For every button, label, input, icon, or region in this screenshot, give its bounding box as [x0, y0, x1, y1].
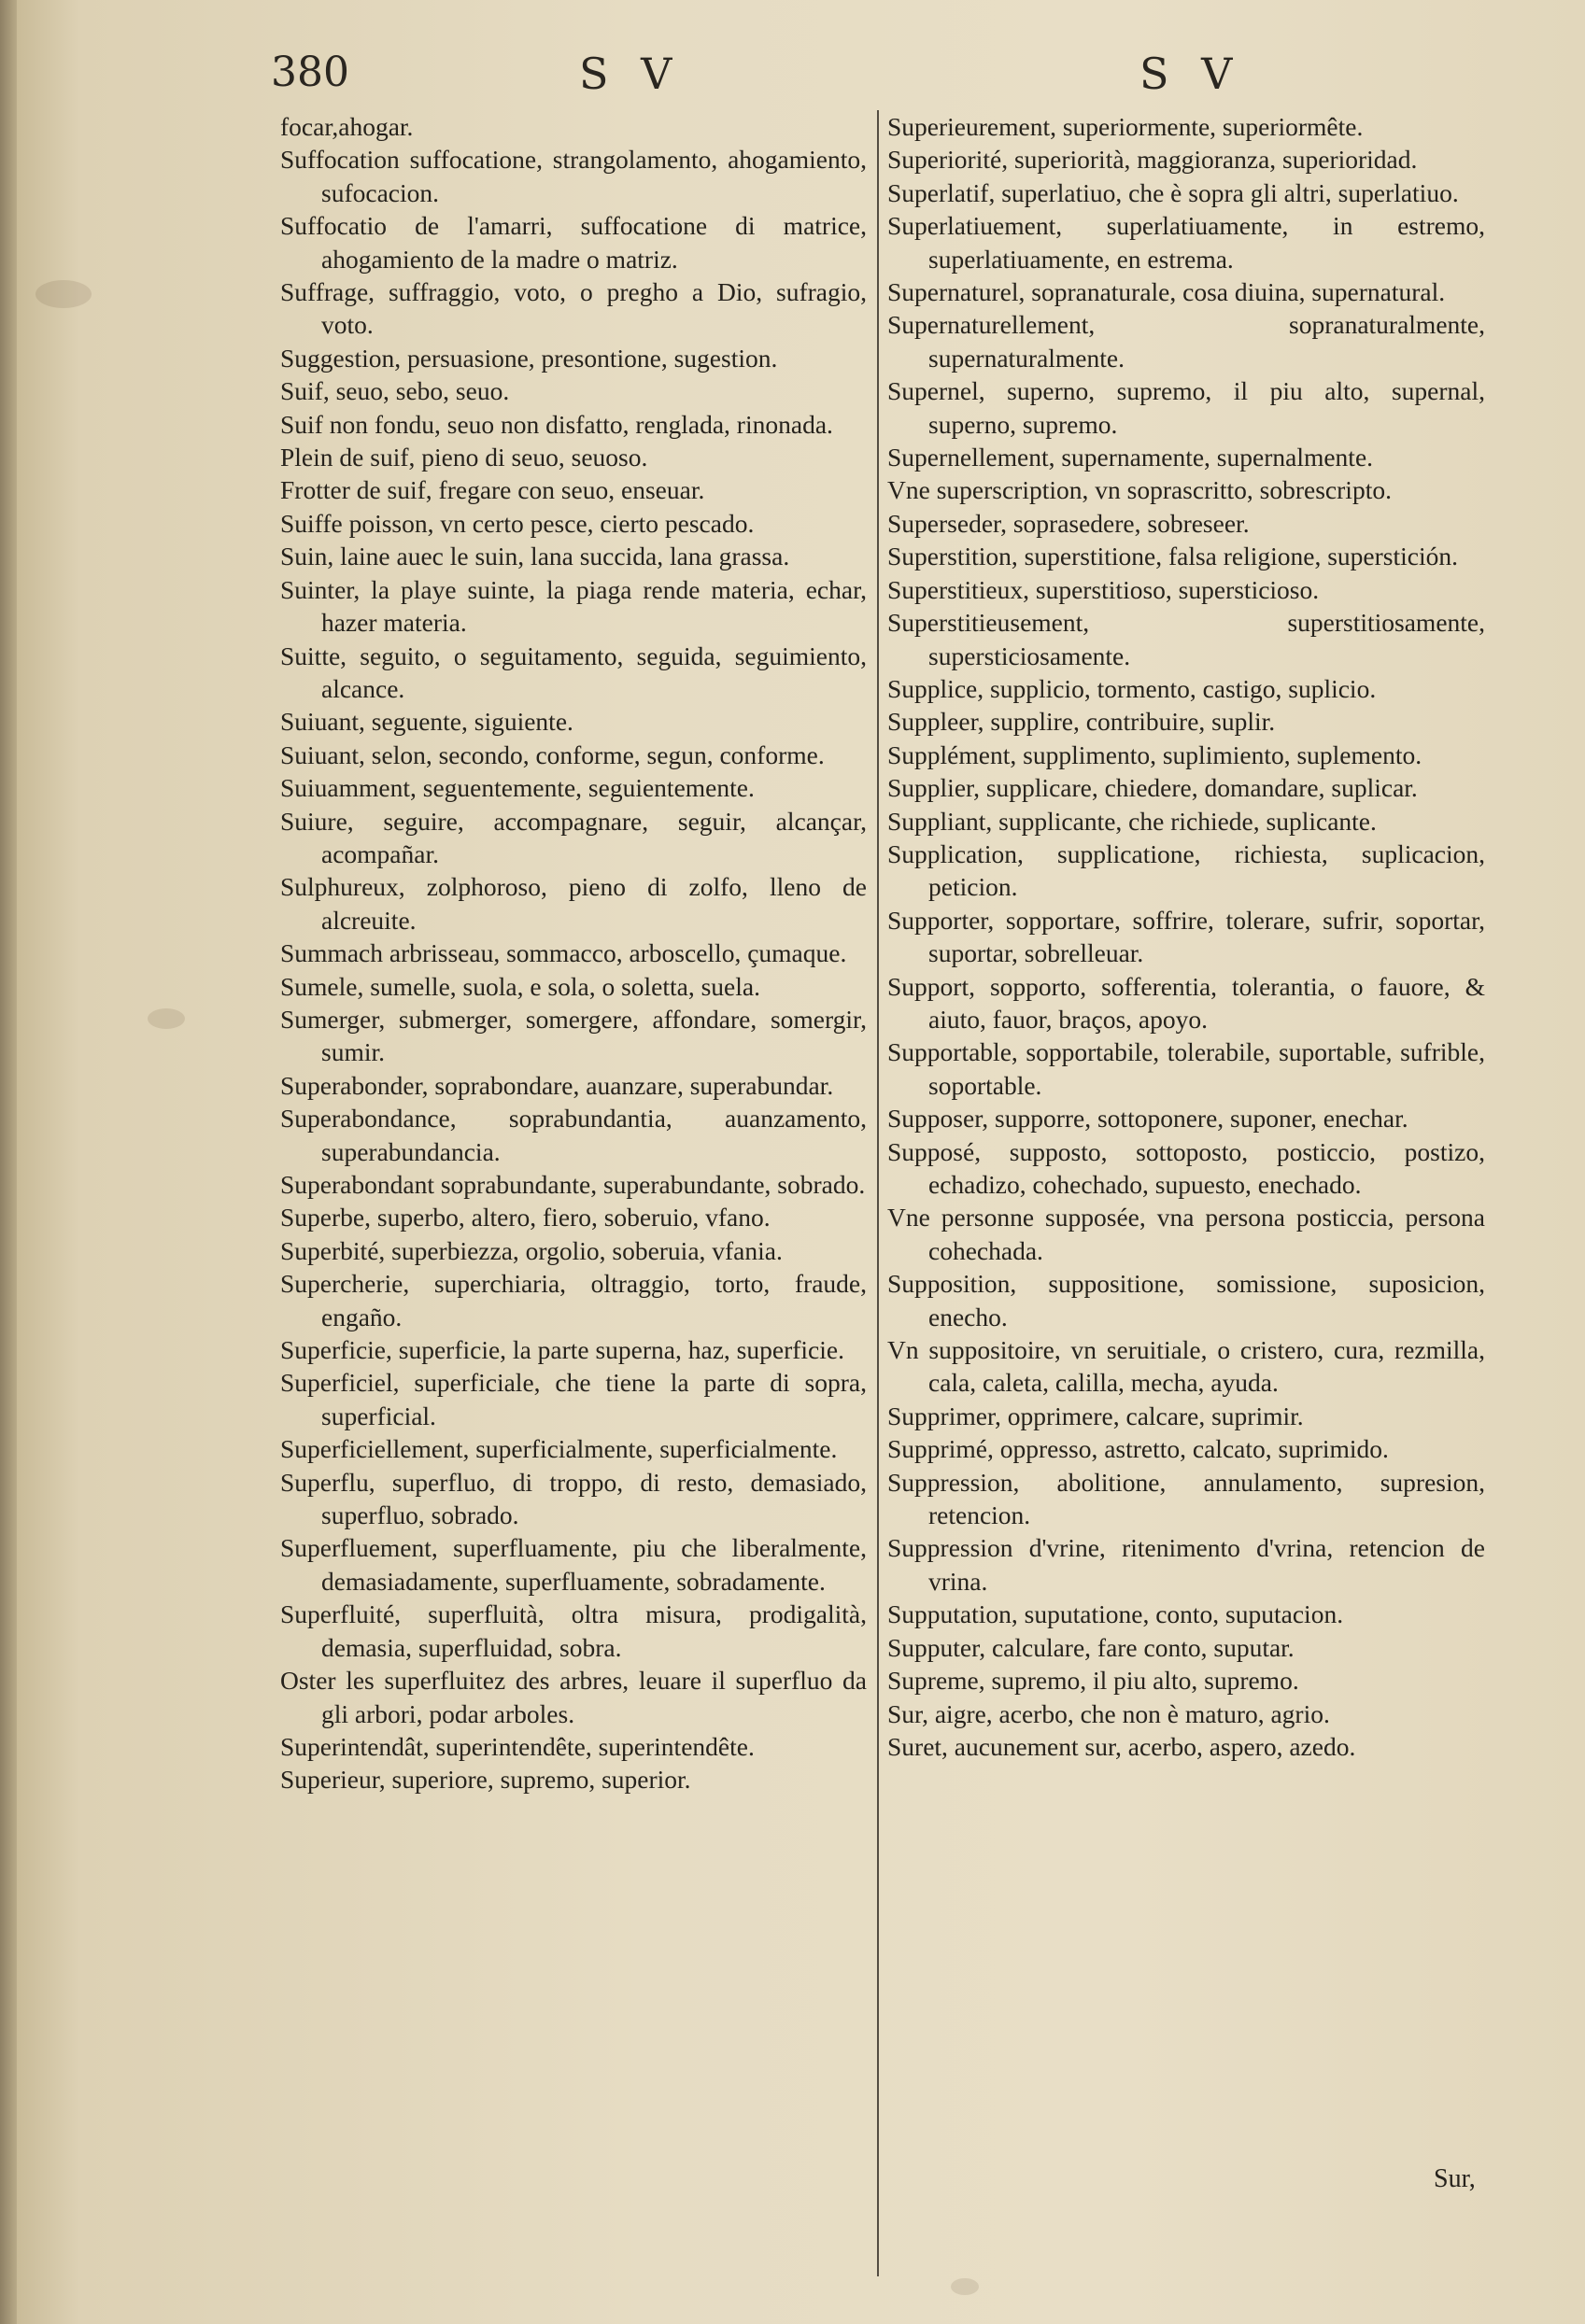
dictionary-entry: Supposer, supporre, sottoponere, suponer, enechar.	[887, 1104, 1408, 1134]
dictionary-entry: Suif, seuo, sebo, seuo.	[280, 376, 510, 406]
dictionary-entry: Supputer, calculare, fare conto, suputar.	[887, 1632, 1295, 1662]
dictionary-entry: Vn suppositoire, vn seruitiale, o cristero, cura, rezmilla, cala, caleta, calilla, mecha, ayuda.	[887, 1335, 1485, 1398]
dictionary-entry: Superstition, superstitione, falsa religione, superstición.	[887, 542, 1459, 571]
dictionary-entry: Oster les superfluitez des arbres, leuare il superfluo da gli arbori, podar arboles.	[280, 1666, 867, 1728]
dictionary-entry: Supporter, sopportare, soffrire, tolerare, sufrir, soportar, suportar, sobrelleuar.	[887, 905, 1485, 968]
dictionary-entry: Suret, aucunement sur, acerbo, aspero, azedo.	[887, 1731, 1356, 1761]
dictionary-entry: Superfluement, superfluamente, piu che liberalmente, demasiadamente, superfluamente, sobradamente.	[280, 1533, 867, 1596]
dictionary-entry: Suif non fondu, seuo non disfatto, renglada, rinonada.	[280, 409, 833, 439]
running-head-right: S V	[1139, 49, 1242, 99]
dictionary-entry: Superficiel, superficiale, che tiene la parte di sopra, superficial.	[280, 1368, 867, 1430]
dictionary-entry: Plein de suif, pieno di seuo, seuoso.	[280, 443, 648, 472]
dictionary-entry: Frotter de suif, fregare con seuo, enseuar.	[280, 475, 705, 505]
dictionary-entry: Superieur, superiore, supremo, superior.	[280, 1765, 691, 1795]
dictionary-entry: Support, sopporto, sofferentia, tolerantia, o fauore, & aiuto, fauor, braços, apoyo.	[887, 971, 1485, 1034]
dictionary-entry: Suffocation suffocatione, strangolamento, ahogamiento, sufocacion.	[280, 145, 867, 207]
dictionary-entry: Suiuant, selon, secondo, conforme, segun, conforme.	[280, 739, 825, 769]
dictionary-entry: Sulphureux, zolphoroso, pieno di zolfo, lleno de alcreuite.	[280, 872, 867, 935]
dictionary-entry: Suppleer, supplire, contribuire, suplir.	[887, 707, 1276, 737]
left-column	[280, 110, 867, 2286]
dictionary-entry: Superabondance, soprabundantia, auanzamento, superabundancia.	[280, 1104, 867, 1166]
dictionary-entry: Superabonder, soprabondare, auanzare, superabundar.	[280, 1070, 834, 1100]
dictionary-entry: Supplément, supplimento, suplimiento, suplemento.	[887, 739, 1422, 769]
dictionary-entry: Vne personne supposée, vna persona posticcia, persona cohechada.	[887, 1203, 1485, 1265]
dictionary-entry: Vne superscription, vn soprascritto, sobrescripto.	[887, 475, 1392, 505]
dictionary-entry: Supplication, supplicatione, richiesta, suplicacion, peticion.	[887, 838, 1485, 902]
dictionary-entry: Suppliant, supplicante, che richiede, suplicante.	[887, 806, 1377, 836]
dictionary-entry: Superbité, superbiezza, orgolio, soberuia, vfania.	[280, 1235, 783, 1265]
dictionary-entry: Supportable, sopportabile, tolerabile, suportable, sufrible, soportable.	[887, 1037, 1485, 1100]
dictionary-entry: Suitte, seguito, o seguitamento, seguida, seguimiento, alcance.	[280, 641, 867, 703]
dictionary-entry: Superficiellement, superficialmente, superficialmente.	[280, 1434, 838, 1464]
dictionary-entry: Suin, laine auec le suin, lana succida, lana grassa.	[280, 542, 790, 571]
dictionary-entry: Superstitieusement, superstitiosamente, supersticiosamente.	[887, 608, 1485, 670]
dictionary-entry: Superlatif, superlatiuo, che è sopra gli altri, superlatiuo.	[887, 177, 1459, 207]
dictionary-entry: Supprimer, opprimere, calcare, suprimir.	[887, 1401, 1304, 1430]
dictionary-entry: Suffocatio de l'amarri, suffocatione di matrice, ahogamiento de la madre o matriz.	[280, 211, 867, 274]
dictionary-entry: Suinter, la playe suinte, la piaga rende materia, echar, hazer materia.	[280, 574, 867, 638]
dictionary-entry: Suggestion, persuasione, presontione, sugestion.	[280, 343, 778, 373]
column-divider	[877, 110, 879, 2276]
dictionary-entry: Suiffe poisson, vn certo pesce, cierto pescado.	[280, 508, 755, 538]
dictionary-entry: Superflu, superfluo, di troppo, di resto, demasiado, superfluo, sobrado.	[280, 1467, 867, 1530]
page-number: 380	[271, 49, 349, 96]
dictionary-entry: Superlatiuement, superlatiuamente, in estremo, superlatiuamente, en estrema.	[887, 211, 1485, 274]
dictionary-entry: focar,ahogar.	[280, 112, 414, 141]
dictionary-entry: Supernel, superno, supremo, il piu alto, supernal, superno, supremo.	[887, 376, 1485, 439]
dictionary-entry: Supernellement, supernamente, supernalmente.	[887, 443, 1374, 472]
dictionary-entry: Supernaturellement, sopranaturalmente, supernaturalmente.	[887, 310, 1485, 373]
book-gutter-edge	[0, 0, 17, 2324]
page-header	[0, 49, 1585, 114]
dictionary-entry: Suffrage, suffraggio, voto, o pregho a Dio, sufragio, voto.	[280, 277, 867, 340]
dictionary-entry: Sumerger, submerger, somergere, affondare, somergir, sumir.	[280, 1004, 867, 1067]
dictionary-entry: Superabondant soprabundante, superabundante, sobrado.	[280, 1170, 866, 1199]
dictionary-entry: Superintendât, superintendête, superintendête.	[280, 1731, 755, 1761]
dictionary-entry: Suiuamment, seguentemente, seguientemente.	[280, 773, 755, 803]
dictionary-entry: Sumele, sumelle, suola, e sola, o soletta, suela.	[280, 971, 760, 1001]
dictionary-entry: Sur, aigre, acerbo, che non è maturo, agrio.	[887, 1698, 1330, 1728]
dictionary-entry: Supprimé, oppresso, astretto, calcato, suprimido.	[887, 1434, 1389, 1464]
dictionary-entry: Supernaturel, sopranaturale, cosa diuina, supernatural.	[887, 277, 1446, 307]
dictionary-entry: Superieurement, superiormente, superiormête.	[887, 112, 1364, 141]
dictionary-entry: Superfluité, superfluità, oltra misura, prodigalità, demasia, superfluidad, sobra.	[280, 1599, 867, 1662]
dictionary-entry: Supposition, suppositione, somissione, suposicion, enecho.	[887, 1269, 1485, 1331]
dictionary-entry: Supputation, suputatione, conto, suputacion.	[887, 1599, 1344, 1629]
dictionary-entry: Suiure, seguire, accompagnare, seguir, alcançar, acompañar.	[280, 806, 867, 868]
dictionary-entry: Supplier, supplicare, chiedere, domandare, suplicar.	[887, 773, 1418, 803]
running-head-left: S V	[579, 49, 682, 99]
catchword: Sur,	[1434, 2164, 1476, 2193]
dictionary-entry: Supposé, supposto, sottoposto, posticcio, postizo, echadizo, cohechado, supuesto, enechado.	[887, 1136, 1485, 1199]
dictionary-entry: Superbe, superbo, altero, fiero, soberuio, vfano.	[280, 1203, 771, 1232]
dictionary-entry: Superstitieux, superstitioso, supersticioso.	[887, 574, 1320, 604]
dictionary-entry: Superiorité, superiorità, maggioranza, superioridad.	[887, 145, 1418, 175]
dictionary-entry: Supreme, supremo, il piu alto, supremo.	[887, 1666, 1299, 1696]
dictionary-entry: Superseder, soprasedere, sobreseer.	[887, 508, 1250, 538]
dictionary-entry: Summach arbrisseau, sommacco, arboscello, çumaque.	[280, 938, 847, 968]
right-column	[887, 110, 1485, 2286]
dictionary-entry: Supercherie, superchiaria, oltraggio, torto, fraude, engaño.	[280, 1269, 867, 1331]
dictionary-entry: Suppression d'vrine, ritenimento d'vrina, retencion de vrina.	[887, 1533, 1485, 1596]
dictionary-entry: Suppression, abolitione, annulamento, supresion, retencion.	[887, 1467, 1485, 1530]
dictionary-entry: Superficie, superficie, la parte superna, haz, superficie.	[280, 1335, 844, 1365]
dictionary-entry: Suiuant, seguente, siguiente.	[280, 707, 573, 737]
dictionary-entry: Supplice, supplicio, tormento, castigo, suplicio.	[887, 673, 1377, 703]
